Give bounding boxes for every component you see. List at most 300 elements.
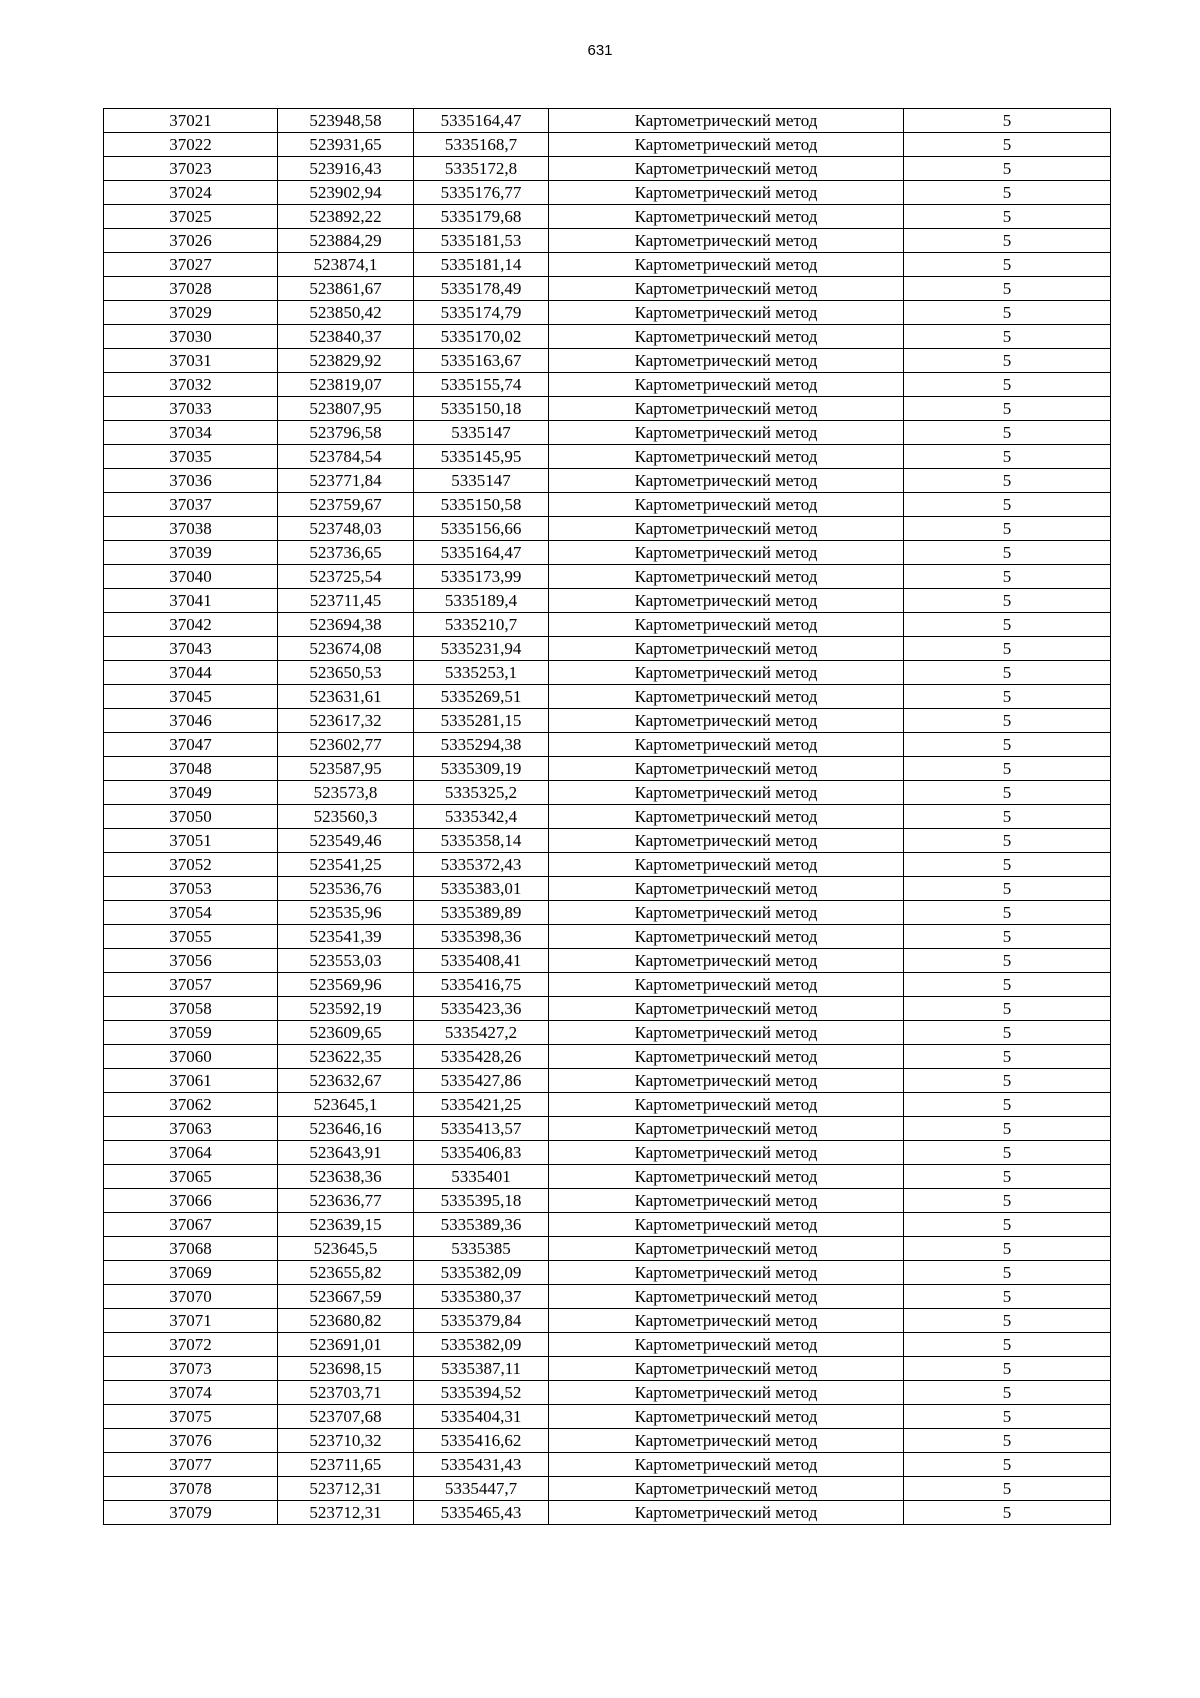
- accuracy-cell: 5: [904, 1045, 1111, 1069]
- point-number-cell: 37027: [104, 253, 278, 277]
- accuracy-cell: 5: [904, 997, 1111, 1021]
- y-coordinate-cell: 5335428,26: [414, 1045, 549, 1069]
- method-cell: Картометрический метод: [549, 709, 904, 733]
- table-row: [104, 1141, 1111, 1165]
- x-coordinate-cell: 523674,08: [278, 637, 414, 661]
- method-cell: Картометрический метод: [549, 421, 904, 445]
- table-row: [104, 301, 1111, 325]
- accuracy-cell: 5: [904, 493, 1111, 517]
- accuracy-cell: 5: [904, 1021, 1111, 1045]
- point-number-cell: 37038: [104, 517, 278, 541]
- point-number-cell: 37051: [104, 829, 278, 853]
- method-cell: Картометрический метод: [549, 781, 904, 805]
- x-coordinate-cell: 523711,45: [278, 589, 414, 613]
- accuracy-cell: 5: [904, 157, 1111, 181]
- point-number-cell: 37067: [104, 1213, 278, 1237]
- table-row: [104, 157, 1111, 181]
- table-row: [104, 541, 1111, 565]
- y-coordinate-cell: 5335413,57: [414, 1117, 549, 1141]
- accuracy-cell: 5: [904, 1189, 1111, 1213]
- method-cell: Картометрический метод: [549, 805, 904, 829]
- point-number-cell: 37063: [104, 1117, 278, 1141]
- table-row: [104, 1477, 1111, 1501]
- point-number-cell: 37035: [104, 445, 278, 469]
- table-row: [104, 901, 1111, 925]
- y-coordinate-cell: 5335395,18: [414, 1189, 549, 1213]
- y-coordinate-cell: 5335163,67: [414, 349, 549, 373]
- accuracy-cell: 5: [904, 685, 1111, 709]
- method-cell: Картометрический метод: [549, 1309, 904, 1333]
- accuracy-cell: 5: [904, 421, 1111, 445]
- x-coordinate-cell: 523573,8: [278, 781, 414, 805]
- accuracy-cell: 5: [904, 661, 1111, 685]
- x-coordinate-cell: 523748,03: [278, 517, 414, 541]
- x-coordinate-cell: 523916,43: [278, 157, 414, 181]
- method-cell: Картометрический метод: [549, 925, 904, 949]
- point-number-cell: 37073: [104, 1357, 278, 1381]
- y-coordinate-cell: 5335174,79: [414, 301, 549, 325]
- table-row: [104, 445, 1111, 469]
- y-coordinate-cell: 5335416,75: [414, 973, 549, 997]
- y-coordinate-cell: 5335269,51: [414, 685, 549, 709]
- accuracy-cell: 5: [904, 205, 1111, 229]
- point-number-cell: 37056: [104, 949, 278, 973]
- accuracy-cell: 5: [904, 589, 1111, 613]
- x-coordinate-cell: 523553,03: [278, 949, 414, 973]
- x-coordinate-cell: 523587,95: [278, 757, 414, 781]
- method-cell: Картометрический метод: [549, 301, 904, 325]
- point-number-cell: 37022: [104, 133, 278, 157]
- table-row: [104, 181, 1111, 205]
- point-number-cell: 37044: [104, 661, 278, 685]
- y-coordinate-cell: 5335164,47: [414, 541, 549, 565]
- y-coordinate-cell: 5335394,52: [414, 1381, 549, 1405]
- table-row: [104, 805, 1111, 829]
- point-number-cell: 37026: [104, 229, 278, 253]
- point-number-cell: 37034: [104, 421, 278, 445]
- point-number-cell: 37046: [104, 709, 278, 733]
- method-cell: Картометрический метод: [549, 517, 904, 541]
- accuracy-cell: 5: [904, 1333, 1111, 1357]
- method-cell: Картометрический метод: [549, 997, 904, 1021]
- accuracy-cell: 5: [904, 1117, 1111, 1141]
- y-coordinate-cell: 5335447,7: [414, 1477, 549, 1501]
- method-cell: Картометрический метод: [549, 1453, 904, 1477]
- method-cell: Картометрический метод: [549, 637, 904, 661]
- point-number-cell: 37032: [104, 373, 278, 397]
- accuracy-cell: 5: [904, 301, 1111, 325]
- point-number-cell: 37029: [104, 301, 278, 325]
- x-coordinate-cell: 523861,67: [278, 277, 414, 301]
- x-coordinate-cell: 523602,77: [278, 733, 414, 757]
- method-cell: Картометрический метод: [549, 253, 904, 277]
- table-row: [104, 1309, 1111, 1333]
- y-coordinate-cell: 5335416,62: [414, 1429, 549, 1453]
- point-number-cell: 37069: [104, 1261, 278, 1285]
- method-cell: Картометрический метод: [549, 109, 904, 133]
- y-coordinate-cell: 5335383,01: [414, 877, 549, 901]
- point-number-cell: 37077: [104, 1453, 278, 1477]
- method-cell: Картометрический метод: [549, 229, 904, 253]
- x-coordinate-cell: 523902,94: [278, 181, 414, 205]
- x-coordinate-cell: 523710,32: [278, 1429, 414, 1453]
- method-cell: Картометрический метод: [549, 1213, 904, 1237]
- x-coordinate-cell: 523541,25: [278, 853, 414, 877]
- y-coordinate-cell: 5335385: [414, 1237, 549, 1261]
- point-number-cell: 37066: [104, 1189, 278, 1213]
- point-number-cell: 37043: [104, 637, 278, 661]
- point-number-cell: 37055: [104, 925, 278, 949]
- y-coordinate-cell: 5335431,43: [414, 1453, 549, 1477]
- x-coordinate-cell: 523850,42: [278, 301, 414, 325]
- accuracy-cell: 5: [904, 1165, 1111, 1189]
- table-row: [104, 565, 1111, 589]
- table-row: [104, 397, 1111, 421]
- x-coordinate-cell: 523646,16: [278, 1117, 414, 1141]
- x-coordinate-cell: 523655,82: [278, 1261, 414, 1285]
- point-number-cell: 37079: [104, 1501, 278, 1525]
- accuracy-cell: 5: [904, 229, 1111, 253]
- method-cell: Картометрический метод: [549, 373, 904, 397]
- y-coordinate-cell: 5335294,38: [414, 733, 549, 757]
- point-number-cell: 37028: [104, 277, 278, 301]
- method-cell: Картометрический метод: [549, 1093, 904, 1117]
- table-row: [104, 229, 1111, 253]
- x-coordinate-cell: 523592,19: [278, 997, 414, 1021]
- table-row: [104, 421, 1111, 445]
- y-coordinate-cell: 5335389,89: [414, 901, 549, 925]
- point-number-cell: 37049: [104, 781, 278, 805]
- table-row: [104, 1453, 1111, 1477]
- x-coordinate-cell: 523948,58: [278, 109, 414, 133]
- x-coordinate-cell: 523536,76: [278, 877, 414, 901]
- y-coordinate-cell: 5335189,4: [414, 589, 549, 613]
- y-coordinate-cell: 5335145,95: [414, 445, 549, 469]
- x-coordinate-cell: 523819,07: [278, 373, 414, 397]
- table-row: [104, 1237, 1111, 1261]
- x-coordinate-cell: 523759,67: [278, 493, 414, 517]
- x-coordinate-cell: 523691,01: [278, 1333, 414, 1357]
- point-number-cell: 37048: [104, 757, 278, 781]
- method-cell: Картометрический метод: [549, 1333, 904, 1357]
- accuracy-cell: 5: [904, 325, 1111, 349]
- y-coordinate-cell: 5335465,43: [414, 1501, 549, 1525]
- x-coordinate-cell: 523617,32: [278, 709, 414, 733]
- y-coordinate-cell: 5335170,02: [414, 325, 549, 349]
- x-coordinate-cell: 523736,65: [278, 541, 414, 565]
- method-cell: Картометрический метод: [549, 541, 904, 565]
- x-coordinate-cell: 523541,39: [278, 925, 414, 949]
- point-number-cell: 37033: [104, 397, 278, 421]
- point-number-cell: 37075: [104, 1405, 278, 1429]
- point-number-cell: 37031: [104, 349, 278, 373]
- accuracy-cell: 5: [904, 925, 1111, 949]
- accuracy-cell: 5: [904, 1429, 1111, 1453]
- table-row: [104, 637, 1111, 661]
- method-cell: Картометрический метод: [549, 493, 904, 517]
- x-coordinate-cell: 523645,1: [278, 1093, 414, 1117]
- x-coordinate-cell: 523569,96: [278, 973, 414, 997]
- accuracy-cell: 5: [904, 397, 1111, 421]
- accuracy-cell: 5: [904, 1141, 1111, 1165]
- accuracy-cell: 5: [904, 1501, 1111, 1525]
- accuracy-cell: 5: [904, 1357, 1111, 1381]
- table-row: [104, 1045, 1111, 1069]
- point-number-cell: 37064: [104, 1141, 278, 1165]
- table-row: [104, 1501, 1111, 1525]
- method-cell: Картометрический метод: [549, 469, 904, 493]
- x-coordinate-cell: 523829,92: [278, 349, 414, 373]
- point-number-cell: 37072: [104, 1333, 278, 1357]
- accuracy-cell: 5: [904, 1405, 1111, 1429]
- accuracy-cell: 5: [904, 1309, 1111, 1333]
- method-cell: Картометрический метод: [549, 133, 904, 157]
- accuracy-cell: 5: [904, 1069, 1111, 1093]
- y-coordinate-cell: 5335379,84: [414, 1309, 549, 1333]
- table-row: [104, 253, 1111, 277]
- y-coordinate-cell: 5335179,68: [414, 205, 549, 229]
- table-row: [104, 1189, 1111, 1213]
- table-row: [104, 973, 1111, 997]
- y-coordinate-cell: 5335382,09: [414, 1333, 549, 1357]
- point-number-cell: 37058: [104, 997, 278, 1021]
- table-row: [104, 1381, 1111, 1405]
- point-number-cell: 37059: [104, 1021, 278, 1045]
- y-coordinate-cell: 5335172,8: [414, 157, 549, 181]
- accuracy-cell: 5: [904, 637, 1111, 661]
- y-coordinate-cell: 5335181,53: [414, 229, 549, 253]
- method-cell: Картометрический метод: [549, 277, 904, 301]
- table-row: [104, 325, 1111, 349]
- x-coordinate-cell: 523711,65: [278, 1453, 414, 1477]
- y-coordinate-cell: 5335168,7: [414, 133, 549, 157]
- x-coordinate-cell: 523725,54: [278, 565, 414, 589]
- table-row: [104, 469, 1111, 493]
- accuracy-cell: 5: [904, 253, 1111, 277]
- y-coordinate-cell: 5335358,14: [414, 829, 549, 853]
- x-coordinate-cell: 523874,1: [278, 253, 414, 277]
- method-cell: Картометрический метод: [549, 829, 904, 853]
- method-cell: Картометрический метод: [549, 1045, 904, 1069]
- y-coordinate-cell: 5335150,18: [414, 397, 549, 421]
- accuracy-cell: 5: [904, 709, 1111, 733]
- x-coordinate-cell: 523622,35: [278, 1045, 414, 1069]
- y-coordinate-cell: 5335150,58: [414, 493, 549, 517]
- y-coordinate-cell: 5335155,74: [414, 373, 549, 397]
- x-coordinate-cell: 523931,65: [278, 133, 414, 157]
- method-cell: Картометрический метод: [549, 1117, 904, 1141]
- point-number-cell: 37039: [104, 541, 278, 565]
- point-number-cell: 37041: [104, 589, 278, 613]
- x-coordinate-cell: 523636,77: [278, 1189, 414, 1213]
- x-coordinate-cell: 523535,96: [278, 901, 414, 925]
- accuracy-cell: 5: [904, 1213, 1111, 1237]
- point-number-cell: 37023: [104, 157, 278, 181]
- point-number-cell: 37025: [104, 205, 278, 229]
- y-coordinate-cell: 5335427,86: [414, 1069, 549, 1093]
- accuracy-cell: 5: [904, 1237, 1111, 1261]
- method-cell: Картометрический метод: [549, 733, 904, 757]
- y-coordinate-cell: 5335173,99: [414, 565, 549, 589]
- method-cell: Картометрический метод: [549, 445, 904, 469]
- point-number-cell: 37057: [104, 973, 278, 997]
- method-cell: Картометрический метод: [549, 1069, 904, 1093]
- point-number-cell: 37053: [104, 877, 278, 901]
- accuracy-cell: 5: [904, 781, 1111, 805]
- method-cell: Картометрический метод: [549, 1021, 904, 1045]
- table-row: [104, 109, 1111, 133]
- accuracy-cell: 5: [904, 1453, 1111, 1477]
- table-row: [104, 781, 1111, 805]
- table-row: [104, 1285, 1111, 1309]
- x-coordinate-cell: 523609,65: [278, 1021, 414, 1045]
- table-row: [104, 1357, 1111, 1381]
- x-coordinate-cell: 523667,59: [278, 1285, 414, 1309]
- point-number-cell: 37042: [104, 613, 278, 637]
- table-row: [104, 517, 1111, 541]
- method-cell: Картометрический метод: [549, 973, 904, 997]
- accuracy-cell: 5: [904, 949, 1111, 973]
- y-coordinate-cell: 5335181,14: [414, 253, 549, 277]
- accuracy-cell: 5: [904, 853, 1111, 877]
- y-coordinate-cell: 5335147: [414, 421, 549, 445]
- y-coordinate-cell: 5335325,2: [414, 781, 549, 805]
- point-number-cell: 37068: [104, 1237, 278, 1261]
- y-coordinate-cell: 5335342,4: [414, 805, 549, 829]
- table-row: [104, 661, 1111, 685]
- y-coordinate-cell: 5335147: [414, 469, 549, 493]
- x-coordinate-cell: 523680,82: [278, 1309, 414, 1333]
- table-row: [104, 925, 1111, 949]
- point-number-cell: 37060: [104, 1045, 278, 1069]
- x-coordinate-cell: 523638,36: [278, 1165, 414, 1189]
- table-row: [104, 685, 1111, 709]
- x-coordinate-cell: 523712,31: [278, 1501, 414, 1525]
- accuracy-cell: 5: [904, 901, 1111, 925]
- table-row: [104, 1093, 1111, 1117]
- x-coordinate-cell: 523784,54: [278, 445, 414, 469]
- coordinates-table-body: [104, 109, 1111, 1525]
- method-cell: Картометрический метод: [549, 1141, 904, 1165]
- point-number-cell: 37030: [104, 325, 278, 349]
- table-row: [104, 1021, 1111, 1045]
- method-cell: Картометрический метод: [549, 157, 904, 181]
- table-row: [104, 757, 1111, 781]
- accuracy-cell: 5: [904, 565, 1111, 589]
- y-coordinate-cell: 5335156,66: [414, 517, 549, 541]
- table-row: [104, 1165, 1111, 1189]
- table-row: [104, 1117, 1111, 1141]
- table-row: [104, 589, 1111, 613]
- table-row: [104, 133, 1111, 157]
- point-number-cell: 37047: [104, 733, 278, 757]
- x-coordinate-cell: 523645,5: [278, 1237, 414, 1261]
- accuracy-cell: 5: [904, 109, 1111, 133]
- accuracy-cell: 5: [904, 733, 1111, 757]
- y-coordinate-cell: 5335372,43: [414, 853, 549, 877]
- accuracy-cell: 5: [904, 973, 1111, 997]
- accuracy-cell: 5: [904, 469, 1111, 493]
- y-coordinate-cell: 5335421,25: [414, 1093, 549, 1117]
- accuracy-cell: 5: [904, 829, 1111, 853]
- x-coordinate-cell: 523650,53: [278, 661, 414, 685]
- x-coordinate-cell: 523884,29: [278, 229, 414, 253]
- point-number-cell: 37070: [104, 1285, 278, 1309]
- x-coordinate-cell: 523703,71: [278, 1381, 414, 1405]
- table-row: [104, 1213, 1111, 1237]
- method-cell: Картометрический метод: [549, 685, 904, 709]
- method-cell: Картометрический метод: [549, 1357, 904, 1381]
- table-row: [104, 877, 1111, 901]
- table-row: [104, 733, 1111, 757]
- accuracy-cell: 5: [904, 445, 1111, 469]
- method-cell: Картометрический метод: [549, 877, 904, 901]
- y-coordinate-cell: 5335387,11: [414, 1357, 549, 1381]
- page-number: 631: [587, 42, 613, 59]
- point-number-cell: 37045: [104, 685, 278, 709]
- point-number-cell: 37040: [104, 565, 278, 589]
- x-coordinate-cell: 523694,38: [278, 613, 414, 637]
- method-cell: Картометрический метод: [549, 181, 904, 205]
- accuracy-cell: 5: [904, 1261, 1111, 1285]
- method-cell: Картометрический метод: [549, 949, 904, 973]
- y-coordinate-cell: 5335178,49: [414, 277, 549, 301]
- method-cell: Картометрический метод: [549, 1285, 904, 1309]
- point-number-cell: 37054: [104, 901, 278, 925]
- accuracy-cell: 5: [904, 757, 1111, 781]
- method-cell: Картометрический метод: [549, 589, 904, 613]
- point-number-cell: 37071: [104, 1309, 278, 1333]
- y-coordinate-cell: 5335427,2: [414, 1021, 549, 1045]
- method-cell: Картометрический метод: [549, 1189, 904, 1213]
- x-coordinate-cell: 523707,68: [278, 1405, 414, 1429]
- method-cell: Картометрический метод: [549, 349, 904, 373]
- accuracy-cell: 5: [904, 541, 1111, 565]
- table-row: [104, 1261, 1111, 1285]
- point-number-cell: 37024: [104, 181, 278, 205]
- method-cell: Картометрический метод: [549, 1501, 904, 1525]
- point-number-cell: 37036: [104, 469, 278, 493]
- accuracy-cell: 5: [904, 1381, 1111, 1405]
- method-cell: Картометрический метод: [549, 613, 904, 637]
- y-coordinate-cell: 5335389,36: [414, 1213, 549, 1237]
- table-row: [104, 1069, 1111, 1093]
- method-cell: Картометрический метод: [549, 1381, 904, 1405]
- table-row: [104, 853, 1111, 877]
- y-coordinate-cell: 5335164,47: [414, 109, 549, 133]
- table-row: [104, 613, 1111, 637]
- x-coordinate-cell: 523549,46: [278, 829, 414, 853]
- x-coordinate-cell: 523840,37: [278, 325, 414, 349]
- method-cell: Картометрический метод: [549, 1237, 904, 1261]
- method-cell: Картометрический метод: [549, 853, 904, 877]
- y-coordinate-cell: 5335404,31: [414, 1405, 549, 1429]
- table-row: [104, 205, 1111, 229]
- method-cell: Картометрический метод: [549, 901, 904, 925]
- y-coordinate-cell: 5335309,19: [414, 757, 549, 781]
- point-number-cell: 37062: [104, 1093, 278, 1117]
- point-number-cell: 37061: [104, 1069, 278, 1093]
- point-number-cell: 37052: [104, 853, 278, 877]
- y-coordinate-cell: 5335210,7: [414, 613, 549, 637]
- x-coordinate-cell: 523639,15: [278, 1213, 414, 1237]
- x-coordinate-cell: 523771,84: [278, 469, 414, 493]
- accuracy-cell: 5: [904, 373, 1111, 397]
- point-number-cell: 37076: [104, 1429, 278, 1453]
- accuracy-cell: 5: [904, 181, 1111, 205]
- y-coordinate-cell: 5335281,15: [414, 709, 549, 733]
- accuracy-cell: 5: [904, 877, 1111, 901]
